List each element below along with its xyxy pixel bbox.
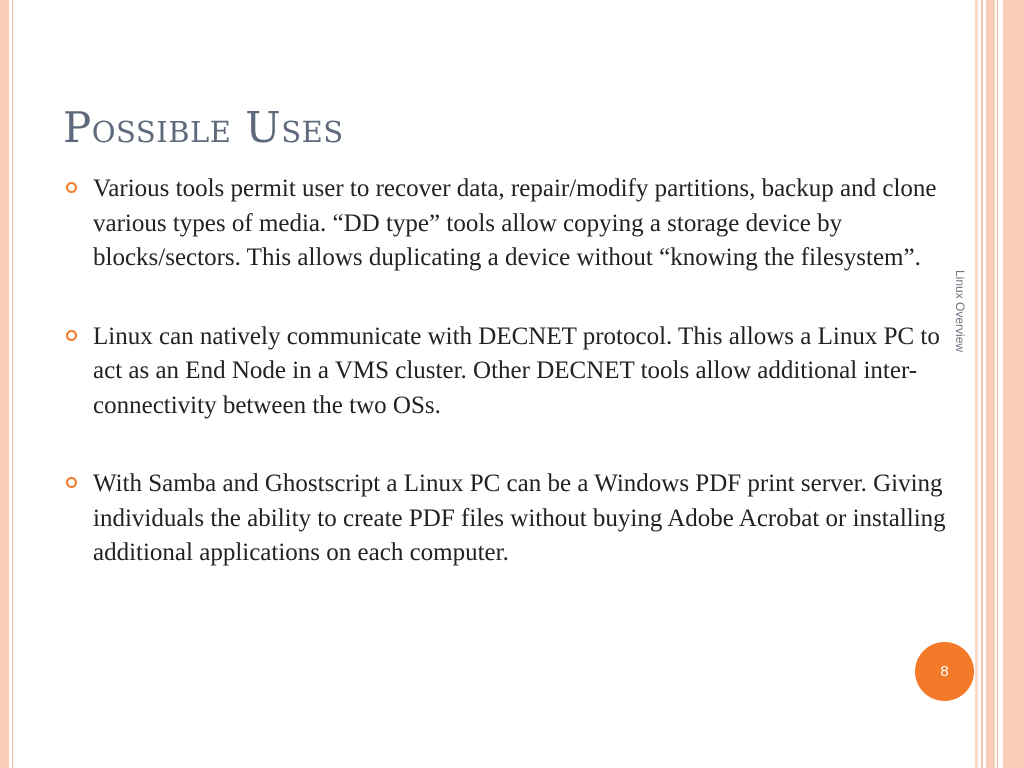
right-border-stripe-4	[997, 0, 998, 768]
right-border-stripe-5	[1003, 0, 1024, 768]
right-border-stripe-2	[981, 0, 983, 768]
right-border-stripe-3	[986, 0, 995, 768]
page-number-badge: 8	[915, 642, 974, 701]
bullet-list	[63, 172, 963, 615]
bullet-item	[63, 320, 963, 424]
slide-title: Possible Uses	[63, 103, 344, 152]
left-border-stripe	[0, 0, 9, 768]
ring-bullet-icon	[66, 330, 77, 341]
bullet-item	[63, 467, 963, 571]
left-border-line	[12, 0, 13, 768]
footer-label: Linux Overview	[953, 270, 967, 353]
bullet-text: Various tools permit user to recover data, repair/modify partitions, backup and clone various types of media. “DD type” tools allow copying a storage device by blocks/sectors. This allows duplicating a device without “knowing the filesystem”.	[93, 175, 937, 271]
right-border-stripe-1	[975, 0, 978, 768]
bullet-text: Linux can natively communicate with DECNET protocol. This allows a Linux PC to act as an End Node in a VMS cluster. Other DECNET tools allow additional inter-connectivity between the two OSs.	[93, 322, 940, 419]
ring-bullet-icon	[66, 182, 77, 193]
ring-bullet-icon	[66, 477, 77, 488]
bullet-text: With Samba and Ghostscript a Linux PC can be a Windows PDF print server. Giving individuals the ability to create PDF files without buying Adobe Acrobat or installing additional applications on each computer.	[93, 470, 946, 566]
bullet-item	[63, 172, 963, 276]
